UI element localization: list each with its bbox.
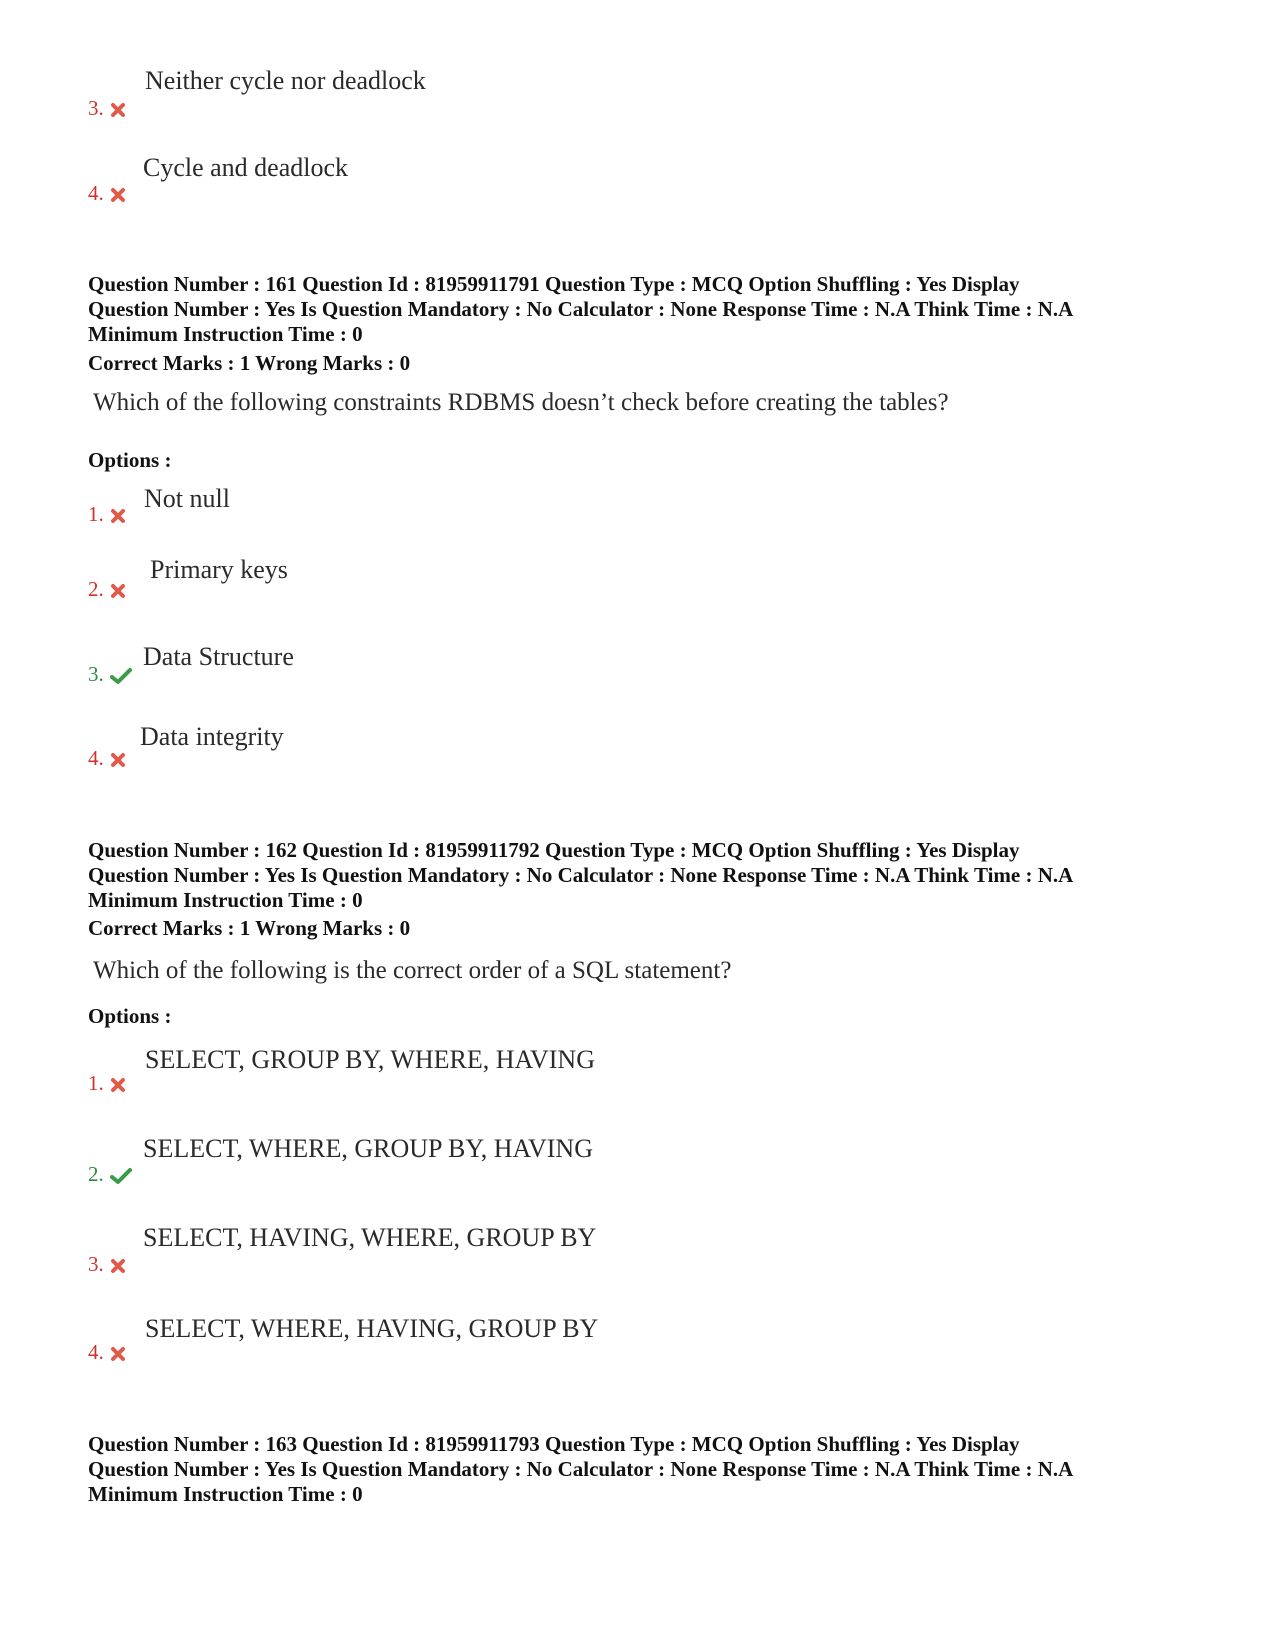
- option-number: 3.: [88, 96, 126, 121]
- question-text: Which of the following is the correct order of a SQL statement?: [93, 957, 732, 984]
- options-label: Options :: [88, 448, 172, 472]
- check-icon: [110, 1167, 132, 1185]
- option-number: 1.: [88, 502, 126, 527]
- option-text: Cycle and deadlock: [143, 153, 349, 182]
- option-text: Data integrity: [140, 722, 284, 751]
- question-meta: Question Number : 161 Question Id : 81959911791 Question Type : MCQ Option Shuffling : Yes Display Question Number : Yes Is Question Mandatory : No Calculator : None Response Time : N.A Think Time : N.A Minimum Instruction Time : 0: [88, 272, 1074, 346]
- cross-icon: [110, 1346, 126, 1362]
- cross-icon: [110, 1258, 126, 1274]
- check-icon: [110, 667, 132, 685]
- question-meta: Question Number : 162 Question Id : 81959911792 Question Type : MCQ Option Shuffling : Yes Display Question Number : Yes Is Question Mandatory : No Calculator : None Response Time : N.A Think Time : N.A Minimum Instruction Time : 0: [88, 838, 1074, 912]
- option-text: SELECT, WHERE, HAVING, GROUP BY: [145, 1314, 599, 1343]
- option-number: 2.: [88, 577, 126, 602]
- option-text: SELECT, HAVING, WHERE, GROUP BY: [143, 1223, 597, 1252]
- question-meta: Question Number : 163 Question Id : 81959911793 Question Type : MCQ Option Shuffling : Yes Display Question Number : Yes Is Question Mandatory : No Calculator : None Response Time : N.A Think Time : N.A Minimum Instruction Time : 0: [88, 1432, 1074, 1506]
- cross-icon: [110, 752, 126, 768]
- option-number: 3.: [88, 662, 132, 687]
- option-number: 2.: [88, 1162, 132, 1187]
- cross-icon: [110, 102, 126, 118]
- cross-icon: [110, 187, 126, 203]
- option-number: 3.: [88, 1252, 126, 1277]
- option-number: 1.: [88, 1071, 126, 1096]
- option-text: SELECT, GROUP BY, WHERE, HAVING: [145, 1045, 595, 1074]
- option-number: 4.: [88, 1340, 126, 1365]
- cross-icon: [110, 583, 126, 599]
- question-marks: Correct Marks : 1 Wrong Marks : 0: [88, 351, 411, 375]
- options-label: Options :: [88, 1004, 172, 1028]
- option-number: 4.: [88, 746, 126, 771]
- cross-icon: [110, 1077, 126, 1093]
- option-text: Neither cycle nor deadlock: [145, 66, 426, 95]
- cross-icon: [110, 508, 126, 524]
- option-text: Primary keys: [150, 555, 288, 584]
- option-text: Data Structure: [143, 642, 294, 671]
- option-text: SELECT, WHERE, GROUP BY, HAVING: [143, 1134, 593, 1163]
- question-marks: Correct Marks : 1 Wrong Marks : 0: [88, 916, 411, 940]
- question-text: Which of the following constraints RDBMS doesn’t check before creating the tables?: [93, 389, 949, 416]
- option-text: Not null: [144, 484, 230, 513]
- option-number: 4.: [88, 181, 126, 206]
